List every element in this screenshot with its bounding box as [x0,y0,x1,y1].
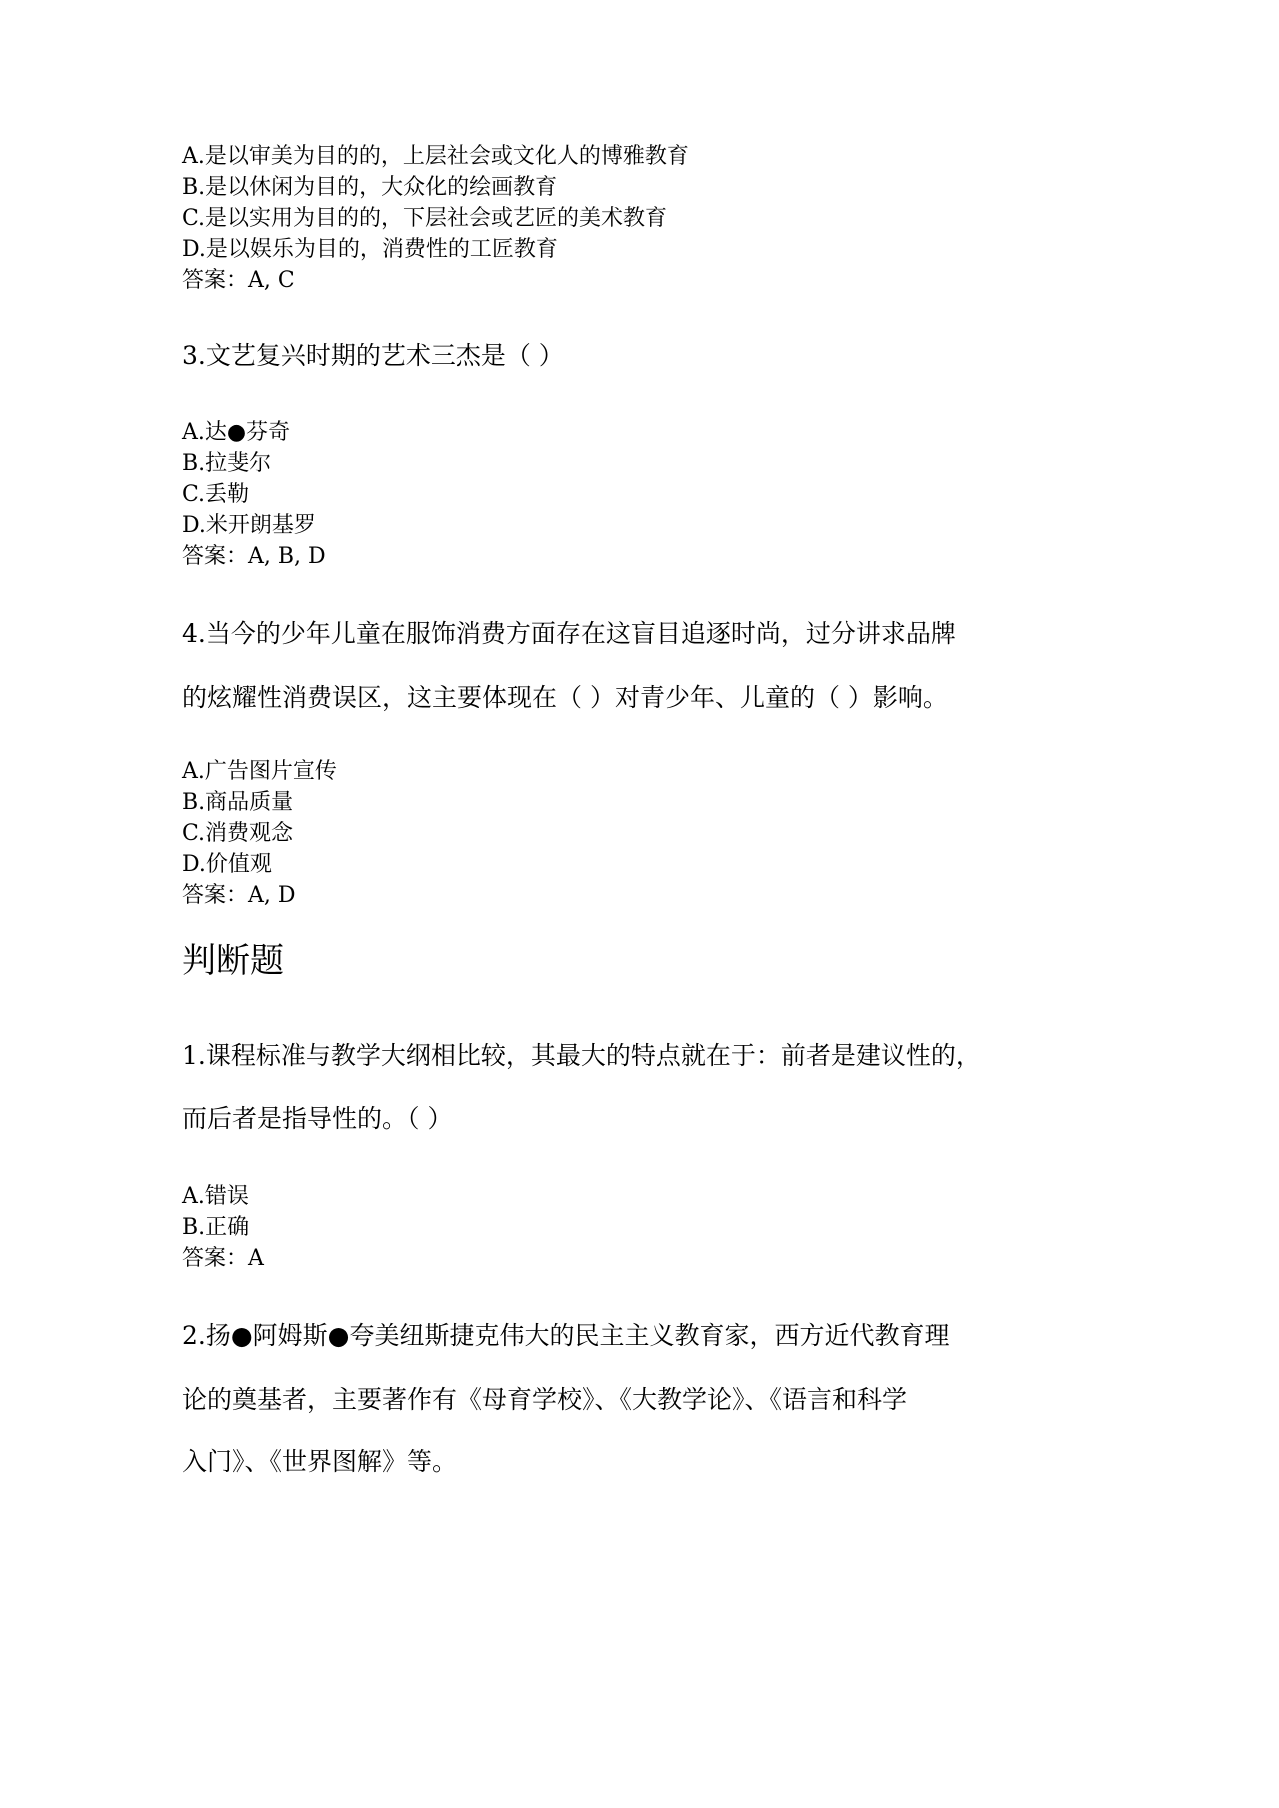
q3-option-c: C.丢勒 [182,482,250,507]
tf1-question-line-1: 1.课程标准与教学大纲相比较，其最大的特点就在于：前者是建议性的， [182,1041,981,1070]
tf1-answer: 答案：A [182,1246,264,1271]
q2-option-a: A.是以审美为目的的，上层社会或文化人的博雅教育 [182,144,689,169]
q3-answer: 答案：A, B, D [182,544,326,569]
q2-option-d: D.是以娱乐为目的，消费性的工匠教育 [182,237,558,262]
q3-question: 3.文艺复兴时期的艺术三杰是（ ） [182,341,564,370]
q3-option-d: D.米开朗基罗 [182,513,316,538]
q4-question-line-2: 的炫耀性消费误区，这主要体现在（ ）对青少年、儿童的（ ）影响。 [182,683,948,712]
tf2-question-line-3: 入门》、《世界图解》等。 [182,1447,458,1476]
tf1-option-a: A.错误 [182,1184,249,1209]
q4-option-b: B.商品质量 [182,790,294,815]
section-title: 判断题 [182,941,284,981]
tf1-option-b: B.正确 [182,1215,250,1240]
q2-answer: 答案：A, C [182,268,295,293]
q4-answer: 答案：A, D [182,883,296,908]
q2-option-c: C.是以实用为目的的，下层社会或艺匠的美术教育 [182,206,668,231]
tf2-question-line-1: 2.扬●阿姆斯●夸美纽斯捷克伟大的民主主义教育家，西方近代教育理 [182,1321,950,1350]
q3-option-b: B.拉斐尔 [182,451,272,476]
q4-question-line-1: 4.当今的少年儿童在服饰消费方面存在这盲目追逐时尚，过分讲求品牌 [182,619,956,648]
tf1-question-line-2: 而后者是指导性的。（ ） [182,1104,453,1133]
q2-option-b: B.是以休闲为目的，大众化的绘画教育 [182,175,558,200]
q4-option-d: D.价值观 [182,852,272,877]
q4-option-a: A.广告图片宣传 [182,759,337,784]
q4-option-c: C.消费观念 [182,821,294,846]
q3-option-a: A.达●芬奇 [182,420,291,445]
tf2-question-line-2: 论的奠基者，主要著作有《母育学校》、《大教学论》、《语言和科学 [182,1385,908,1414]
